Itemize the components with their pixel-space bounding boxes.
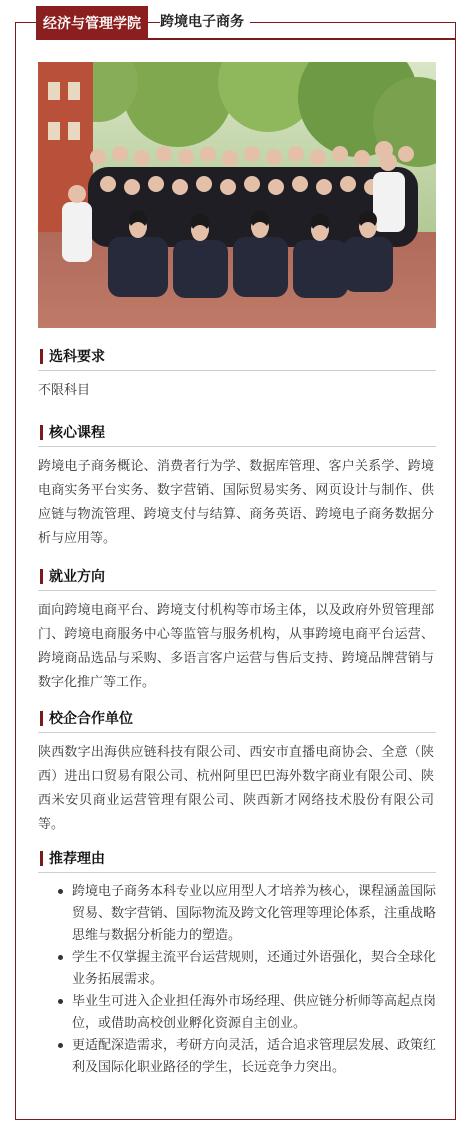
courses-body: 跨境电子商务概论、消费者行为学、数据库管理、客户关系学、跨境电商实务平台实务、数字营销、国际贸易实务、网页设计与制作、供应链与物流管理、跨境支付与结算、商务英语、跨境电子商务数据分析与应用等。	[38, 459, 434, 546]
bullet-icon	[58, 889, 63, 894]
section-title: 选科要求	[49, 349, 105, 365]
section-marker	[40, 569, 43, 584]
career-section	[38, 562, 436, 695]
courses-header	[38, 418, 436, 447]
subject-body: 不限科目	[38, 383, 91, 398]
partners-section	[38, 704, 436, 837]
section-title: 核心课程	[49, 425, 105, 441]
section-title: 校企合作单位	[49, 711, 133, 727]
reasons-header	[38, 844, 436, 873]
partners-body: 陕西数字出海供应链科技有限公司、西安市直播电商协会、全意（陕西）进出口贸易有限公司、杭州阿里巴巴海外数字商业有限公司、陕西米安贝商业运营管理有限公司、陕西新才网络技术股份有限公司等。	[38, 745, 434, 832]
list-item	[72, 947, 436, 991]
career-body: 面向跨境电商平台、跨境支付机构等市场主体，以及政府外贸管理部门、跨境电商服务中心等监管与服务机构，从事跨境电商平台运营、跨境商品选品与采购、多语言客户运营与售后支持、跨境品牌营销与数字化推广等工作。	[38, 603, 434, 690]
reason-text: 跨境电子商务本科专业以应用型人才培养为核心，课程涵盖国际贸易、数字营销、国际物流及跨文化管理等理论体系，注重战略思维与数据分析能力的塑造。	[72, 884, 437, 943]
courses-section	[38, 418, 436, 551]
college-tab: 经济与管理学院	[36, 6, 148, 40]
list-item	[72, 881, 436, 947]
reasons-list	[38, 881, 436, 1079]
bullet-icon	[58, 1043, 63, 1048]
reason-text: 学生不仅掌握主流平台运营规则，还通过外语强化，契合全球化业务拓展需求。	[72, 950, 437, 987]
partners-header	[38, 704, 436, 733]
reason-text: 更适配深造需求，考研方向灵活，适合追求管理层发展、政策红利及国际化职业路径的学生，长远竞争力突出。	[72, 1038, 437, 1075]
section-marker	[40, 349, 43, 364]
list-item	[72, 1035, 436, 1079]
career-header	[38, 562, 436, 591]
bullet-icon	[58, 955, 63, 960]
section-title: 推荐理由	[49, 851, 105, 867]
subject-header	[38, 342, 436, 371]
section-marker	[40, 851, 43, 866]
reason-text: 毕业生可进入企业担任海外市场经理、供应链分析师等高起点岗位，或借助高校创业孵化资源自主创业。	[72, 994, 437, 1031]
reasons-section	[38, 844, 436, 1079]
subject-section	[38, 342, 436, 403]
bullet-icon	[58, 999, 63, 1004]
section-marker	[40, 711, 43, 726]
section-marker	[40, 425, 43, 440]
section-title: 就业方向	[49, 569, 105, 585]
major-title: 跨境电子商务	[160, 11, 250, 31]
group-photo	[38, 62, 436, 328]
list-item	[72, 991, 436, 1035]
title-rule	[148, 38, 455, 40]
